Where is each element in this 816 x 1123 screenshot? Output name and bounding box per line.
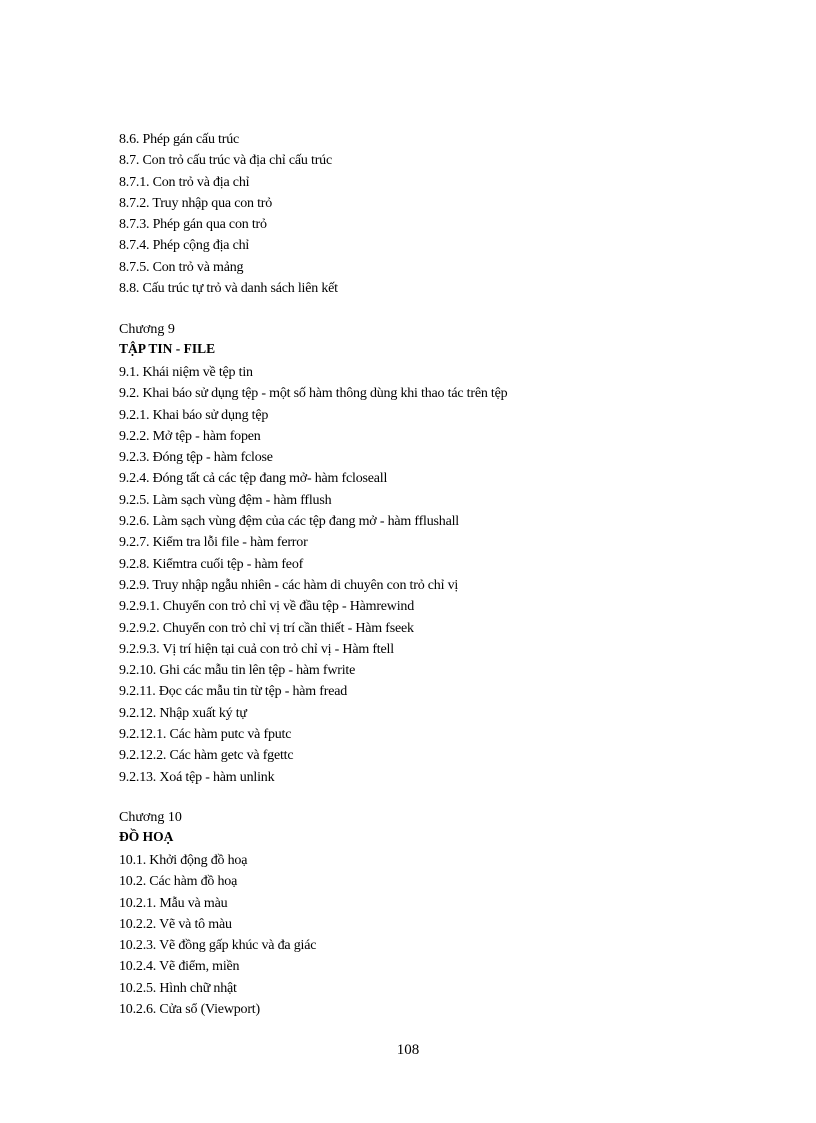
chapter-label: Chương 9 xyxy=(119,322,175,337)
toc-entry: 10.2.2. Vẽ và tô màu xyxy=(119,916,232,932)
toc-entry: 10.2.4. Vẽ điểm, miền xyxy=(119,959,240,975)
toc-entry: 9.2.7. Kiểm tra lỗi file - hàm ferror xyxy=(119,535,308,551)
chapter-title: TẬP TIN - FILE xyxy=(119,341,216,356)
toc-entry: 9.2.4. Đóng tất cả các tệp đang mở- hàm fcloseall xyxy=(119,471,388,487)
page-number: 108 xyxy=(396,1042,420,1058)
toc-entry: 9.2.8. Kiểmtra cuối tệp - hàm feof xyxy=(119,556,304,572)
chapter-label: Chương 10 xyxy=(119,810,182,825)
toc-entry: 9.2.9.2. Chuyển con trỏ chỉ vị trí cần thiết - Hàm fseek xyxy=(119,620,414,636)
toc-entry: 10.2. Các hàm đồ hoạ xyxy=(119,874,238,890)
toc-entry: 8.8. Cấu trúc tự trỏ và danh sách liên kết xyxy=(119,281,338,297)
toc-entry: 8.7.2. Truy nhập qua con trỏ xyxy=(119,195,273,211)
toc-entry: 8.7.1. Con trỏ và địa chỉ xyxy=(119,174,250,190)
toc-entry: 9.2.1. Khai báo sử dụng tệp xyxy=(119,407,269,423)
toc-entry: 10.2.1. Mẫu và màu xyxy=(119,895,228,911)
toc-entry: 10.2.6. Cửa sổ (Viewport) xyxy=(119,1002,260,1018)
toc-entry: 9.2.9. Truy nhập ngẫu nhiên - các hàm di chuyên con trỏ chỉ vị xyxy=(119,577,459,593)
toc-entry: 9.2.5. Làm sạch vùng đệm - hàm fflush xyxy=(119,492,332,508)
toc-entry: 9.2.10. Ghi các mẫu tin lên tệp - hàm fwrite xyxy=(119,663,356,679)
toc-entry: 8.6. Phép gán cấu trúc xyxy=(119,132,240,147)
toc-entry: 9.2.11. Đọc các mẫu tin từ tệp - hàm fread xyxy=(119,684,348,700)
toc-entry: 9.2.13. Xoá tệp - hàm unlink xyxy=(119,769,275,785)
toc-entry: 9.2.9.1. Chuyển con trỏ chỉ vị về đầu tệp - Hàmrewind xyxy=(119,599,414,615)
toc-entry: 9.2.6. Làm sạch vùng đệm của các tệp đang mở - hàm fflushall xyxy=(119,514,459,530)
toc-entry: 8.7.3. Phép gán qua con trỏ xyxy=(119,217,267,233)
toc-section-9 xyxy=(119,362,779,788)
toc-entry: 9.1. Khái niệm về tệp tin xyxy=(119,365,253,380)
toc-section-8 xyxy=(119,129,779,299)
toc-entry: 9.2.3. Đóng tệp - hàm fclose xyxy=(119,450,273,466)
chapter-title: ĐỒ HOẠ xyxy=(119,829,174,844)
toc-entry: 9.2.2. Mở tệp - hàm fopen xyxy=(119,428,261,444)
toc-entry: 8.7.4. Phép cộng địa chỉ xyxy=(119,238,250,254)
toc-entry: 10.2.5. Hình chữ nhật xyxy=(119,980,237,996)
toc-entry: 9.2.12.1. Các hàm putc và fputc xyxy=(119,727,292,743)
toc-entry: 10.1. Khởi động đồ hoạ xyxy=(119,853,248,868)
toc-entry: 9.2.12.2. Các hàm getc và fgettc xyxy=(119,748,294,764)
toc-entry: 9.2.12. Nhập xuất ký tự xyxy=(119,705,247,721)
toc-entry: 9.2.9.3. Vị trí hiện tại cuả con trỏ chỉ vị - Hàm ftell xyxy=(119,641,394,657)
toc-entry: 10.2.3. Vẽ đồng gấp khúc và đa giác xyxy=(119,938,317,954)
toc-entry: 8.7.5. Con trỏ và mảng xyxy=(119,259,244,275)
toc-entry: 9.2. Khai báo sử dụng tệp - một số hàm thông dùng khi thao tác trên tệp xyxy=(119,386,508,402)
toc-entry: 8.7. Con trỏ cấu trúc và địa chỉ cấu trúc xyxy=(119,153,332,169)
toc-section-10 xyxy=(119,850,779,1020)
chapter-10-header xyxy=(119,808,779,846)
chapter-9-header xyxy=(119,320,779,358)
